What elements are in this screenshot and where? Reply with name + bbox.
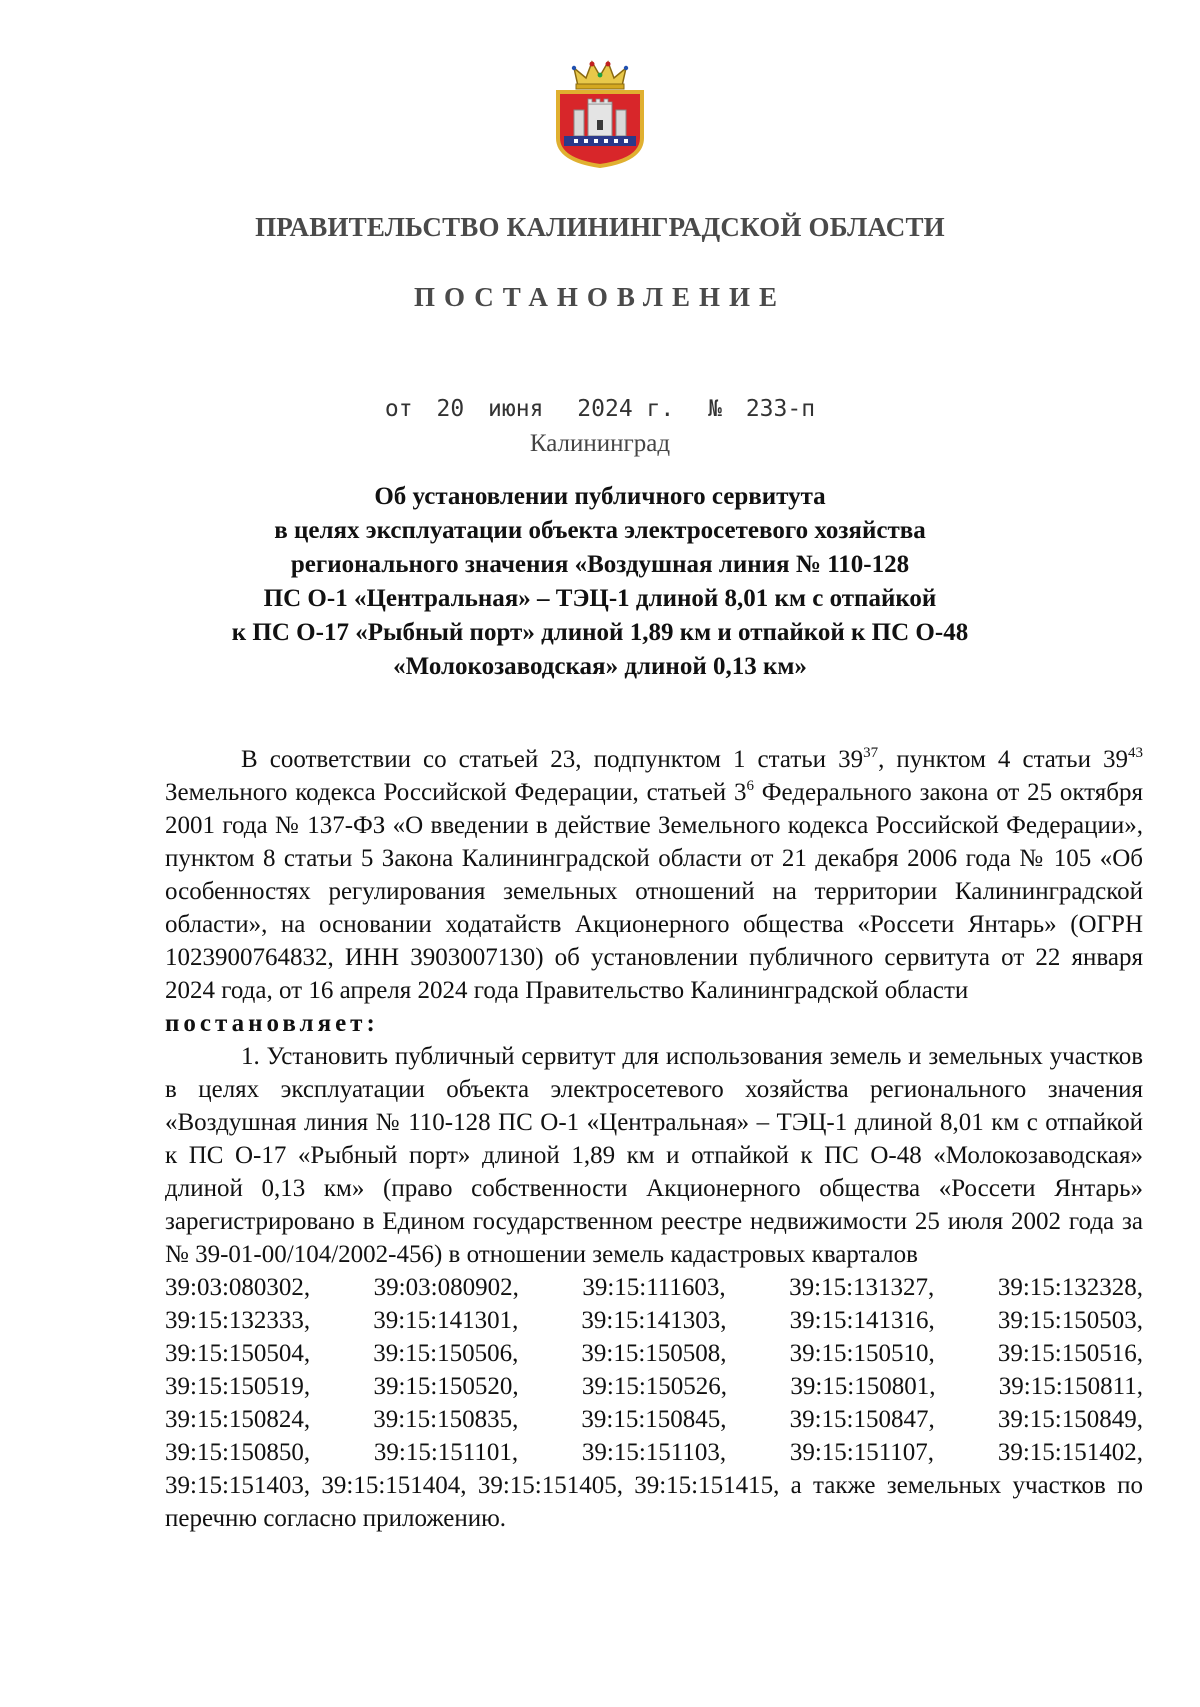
document-number: 233-п (745, 396, 816, 422)
preamble-text: , пунктом 4 статьи 39 (878, 746, 1128, 773)
date-prefix: от (384, 396, 413, 422)
cadastral-quarter: 39:15:150824, (165, 1406, 311, 1433)
title-line: в целях эксплуатации объекта электросетевого хозяйства (274, 517, 926, 544)
cadastral-quarter: 39:15:150801, (790, 1373, 936, 1400)
cadastral-quarter: 39:15:151107, (789, 1439, 935, 1466)
cadastral-quarter: 39:15:150526, (581, 1373, 728, 1400)
title-line: Об установлении публичного сервитута (374, 483, 826, 510)
preamble-text: Федерального закона от 25 октября 2001 года № 137-ФЗ «О введении в действие Земельного кодекса Российской Федерации», пунктом 8 статьи 5 Закона Калининградской области от 21 декабря 2006 года № 105 «Об особенностях регулирования земельных отношений на территории Калининградской области», на основании ходатайств Акционерного общества «Россети Янтарь» (ОГРН 1023900764832, ИНН 3903007130) об установлении публичного сервитута от 22 января 2024 года, от 16 апреля 2024 года Правительство Калининградской области (165, 779, 1143, 1004)
date-year: 2024 г. (577, 396, 675, 422)
cadastral-quarter: 39:15:150504, (165, 1340, 311, 1367)
date-month: июня (488, 396, 544, 422)
document-body (165, 743, 1143, 1535)
resolves-paragraph (165, 1007, 1143, 1040)
cadastral-row (165, 1436, 1143, 1469)
cadastral-quarter: 39:15:150520, (373, 1373, 519, 1400)
cadastral-quarter: 39:15:131327, (789, 1274, 935, 1301)
cadastral-quarter: 39:15:150516, (997, 1340, 1143, 1367)
cadastral-quarter: 39:15:150849, (997, 1406, 1143, 1433)
date-day: 20 (436, 396, 465, 422)
cadastral-quarter: 39:15:150510, (789, 1340, 935, 1367)
cadastral-quarter: 39:15:150508, (581, 1340, 727, 1367)
cadastral-row (165, 1403, 1143, 1436)
title-line: к ПС О-17 «Рыбный порт» длиной 1,89 км и отпайкой к ПС О-48 (231, 619, 969, 646)
cadastral-quarter: 39:03:080902, (373, 1274, 519, 1301)
preamble-text: В соответствии со статьей 23, подпунктом 1 статьи 39 (241, 746, 864, 773)
document-type: ПОСТАНОВЛЕНИЕ (413, 282, 787, 312)
cadastral-quarter: 39:15:141301, (373, 1307, 519, 1334)
government-title: ПРАВИТЕЛЬСТВО КАЛИНИНГРАДСКОЙ ОБЛАСТИ (255, 212, 945, 242)
cadastral-quarter: 39:15:111603, (582, 1274, 726, 1301)
document-title (0, 480, 1200, 684)
title-line: регионального значения «Воздушная линия № 110-128 (290, 551, 910, 578)
title-line: ПС О-1 «Центральная» – ТЭЦ-1 длиной 8,01 км с отпайкой (263, 585, 937, 612)
cadastral-quarter: 39:15:150847, (789, 1406, 935, 1433)
cadastral-quarter: 39:15:141303, (581, 1307, 727, 1334)
superscript: 43 (1128, 745, 1143, 761)
cadastral-quarter: 39:15:150503, (997, 1307, 1143, 1334)
clause-1: 1. Установить публичный сервитут для использования земель и земельных участков в целях эксплуатации объекта электросетевого хозяйства регионального значения «Воздушная линия № 110-128 ПС О-1 «Центральная» – ТЭЦ-1 длиной 8,01 км с отпайкой к ПС О-17 «Рыбный порт» длиной 1,89 км и отпайкой к ПС О-48 «Молокозаводская» длиной 0,13 км» (право собственности Акционерного общества «Россети Янтарь» зарегистрировано в Едином государственном реестре недвижимости 25 июля 2002 года за № 39-01-00/104/2002-456) в отношении земель кадастровых кварталов (165, 1043, 1143, 1268)
superscript: 6 (746, 778, 754, 794)
city: Калининград (529, 430, 671, 457)
title-line: «Молокозаводская» длиной 0,13 км» (393, 653, 807, 680)
cadastral-quarter: 39:15:141316, (789, 1307, 935, 1334)
cadastral-quarter: 39:15:150835, (373, 1406, 519, 1433)
cadastral-quarter: 39:15:150506, (373, 1340, 519, 1367)
cadastral-quarter: 39:15:150845, (581, 1406, 727, 1433)
date-number-line (0, 396, 1200, 422)
cadastral-quarter: 39:15:150519, (165, 1373, 311, 1400)
cadastral-row (165, 1337, 1143, 1370)
cadastral-quarter: 39:03:080302, (165, 1274, 311, 1301)
cadastral-quarter: 39:15:150811, (998, 1373, 1143, 1400)
cadastral-row (165, 1370, 1143, 1403)
cadastral-quarter: 39:15:151402, (997, 1439, 1143, 1466)
cadastral-quarter: 39:15:132328, (997, 1274, 1143, 1301)
resolves-word: постановляет: (165, 1010, 379, 1037)
cadastral-quarter: 39:15:151103, (581, 1439, 727, 1466)
coat-of-arms-emblem (552, 58, 648, 168)
cadastral-quarter: 39:15:132333, (165, 1307, 311, 1334)
cadastral-row (165, 1271, 1143, 1304)
preamble-paragraph (165, 743, 1143, 1007)
cadastral-row (165, 1304, 1143, 1337)
cadastral-list (165, 1271, 1143, 1469)
cadastral-quarter: 39:15:151101, (373, 1439, 519, 1466)
number-sign: № (708, 396, 722, 422)
cadastral-quarter: 39:15:150850, (165, 1439, 311, 1466)
superscript: 37 (863, 745, 879, 761)
preamble-text: Земельного кодекса Российской Федерации, статьей 3 (165, 779, 747, 806)
clause-1-tail: 39:15:151403, 39:15:151404, 39:15:151405, 39:15:151415, а также земельных участков по перечню согласно приложению. (165, 1472, 1143, 1532)
